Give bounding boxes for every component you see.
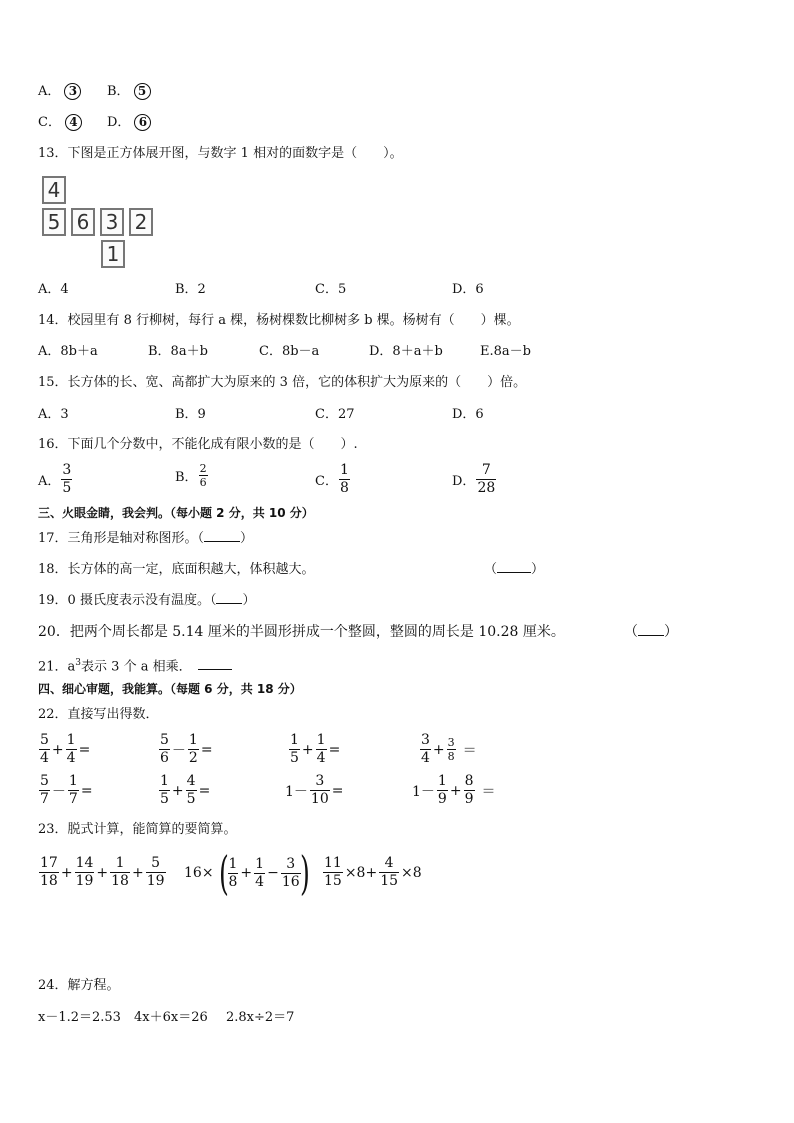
option-label: C． bbox=[38, 115, 61, 130]
q15-option-c: C．27 bbox=[315, 407, 355, 422]
paren-close: ） bbox=[664, 624, 678, 640]
fraction bbox=[228, 856, 239, 891]
numerator: 1 bbox=[228, 855, 238, 872]
net-face: 5 bbox=[42, 208, 66, 236]
option-label: B． bbox=[175, 470, 198, 485]
operator: + bbox=[449, 782, 462, 799]
denominator: 10 bbox=[310, 791, 329, 807]
q19-question bbox=[38, 593, 255, 609]
denominator: 5 bbox=[186, 791, 196, 807]
numerator: 1 bbox=[160, 773, 169, 789]
answer-blank[interactable] bbox=[216, 603, 242, 604]
operator: + bbox=[171, 782, 184, 799]
fraction bbox=[186, 773, 197, 808]
q21-text: 21．a bbox=[38, 659, 76, 675]
option-label: D． bbox=[452, 474, 476, 489]
q22-item-7 bbox=[284, 773, 344, 808]
left-paren: ( bbox=[218, 846, 229, 900]
fraction bbox=[310, 773, 330, 808]
denominator: 4 bbox=[316, 750, 326, 766]
fraction bbox=[420, 732, 431, 767]
q23-expression-3 bbox=[322, 855, 423, 890]
operator: ×8 bbox=[401, 864, 422, 881]
q15-option-b: B．9 bbox=[175, 407, 206, 422]
denominator: 7 bbox=[40, 791, 49, 807]
option-label: A． bbox=[38, 84, 61, 99]
equals-sign: ＝ bbox=[481, 783, 496, 800]
q17-text: 17．三角形是轴对称图形。（ bbox=[38, 531, 205, 546]
equals-sign: ＝ bbox=[462, 742, 477, 759]
denominator: 15 bbox=[380, 873, 399, 889]
q16-option-d bbox=[452, 462, 497, 497]
fraction bbox=[476, 462, 496, 497]
fraction bbox=[447, 736, 456, 763]
denominator: 6 bbox=[199, 476, 207, 489]
circled-number: 4 bbox=[65, 114, 82, 131]
option-label: A． bbox=[38, 474, 61, 489]
denominator: 4 bbox=[66, 750, 76, 766]
fraction bbox=[110, 855, 130, 890]
numerator: 5 bbox=[160, 732, 169, 748]
minuend: 1－ bbox=[412, 783, 435, 800]
fraction bbox=[316, 732, 327, 767]
denominator: 19 bbox=[75, 873, 94, 889]
fraction bbox=[39, 732, 50, 767]
q15-question: 15．长方体的长、宽、高都扩大为原来的 3 倍，它的体积扩大为原来的（ ）倍。 bbox=[38, 375, 527, 390]
q18-answer bbox=[484, 562, 544, 578]
fraction bbox=[437, 773, 448, 808]
q23-question: 23．脱式计算，能简算的要简算。 bbox=[38, 822, 237, 837]
numerator: 7 bbox=[481, 462, 491, 478]
denominator: 4 bbox=[255, 873, 265, 890]
numerator: 3 bbox=[315, 773, 325, 789]
denominator: 4 bbox=[40, 750, 49, 766]
numerator: 4 bbox=[384, 855, 394, 871]
q22-item-6 bbox=[158, 773, 211, 808]
fraction bbox=[188, 732, 199, 767]
q13-question: 13．下图是正方体展开图，与数字 1 相对的面数字是（ ）。 bbox=[38, 146, 403, 161]
denominator: 18 bbox=[111, 873, 129, 889]
paren-open: （ bbox=[624, 624, 638, 640]
cube-net-figure bbox=[40, 176, 160, 272]
fraction bbox=[159, 773, 170, 808]
q22-item-1 bbox=[38, 732, 91, 767]
q14-question: 14．校园里有 8 行柳树，每行 a 棵，杨树棵数比柳树多 b 棵。杨树有（ ）棵。 bbox=[38, 313, 520, 328]
paren-close: ） bbox=[240, 531, 254, 546]
q12-option-c bbox=[38, 114, 82, 131]
fraction bbox=[254, 856, 265, 891]
fraction bbox=[61, 462, 72, 497]
circled-number: 3 bbox=[64, 83, 81, 100]
q24-equation-2: 4x＋6x＝26 bbox=[134, 1010, 208, 1025]
numerator: 5 bbox=[40, 732, 49, 748]
numerator: 3 bbox=[62, 462, 72, 478]
net-face: 1 bbox=[101, 240, 125, 268]
option-label: D． bbox=[107, 115, 131, 130]
section-heading-4: 四、细心审题，我能算。（每题 6 分，共 18 分） bbox=[38, 682, 302, 696]
operator: + bbox=[96, 864, 109, 881]
numerator: 4 bbox=[186, 773, 196, 789]
q24-equation-1: x－1.2＝2.53 bbox=[38, 1010, 121, 1025]
paren-close: ） bbox=[531, 562, 545, 577]
operator: + bbox=[432, 741, 445, 758]
numerator: 1 bbox=[66, 732, 76, 748]
denominator: 18 bbox=[40, 873, 58, 889]
q16-question: 16．下面几个分数中，不能化成有限小数的是（ ）. bbox=[38, 437, 358, 452]
paren-close: ） bbox=[242, 593, 256, 608]
q13-option-c: C．5 bbox=[315, 282, 347, 297]
q23-expression-1 bbox=[38, 855, 167, 890]
q20-question: 20．把两个周长都是 5.14 厘米的半圆形拼成一个整圆，整圆的周长是 10.28 厘米。 bbox=[38, 624, 565, 640]
section-heading-3: 三、火眼金睛，我会判。（每小题 2 分，共 10 分） bbox=[38, 506, 314, 520]
numerator: 5 bbox=[151, 855, 161, 871]
q12-option-d bbox=[107, 114, 151, 131]
answer-blank[interactable] bbox=[497, 572, 531, 573]
q22-item-2 bbox=[158, 732, 214, 767]
q22-item-8 bbox=[411, 773, 497, 808]
operator: + bbox=[60, 864, 73, 881]
fraction bbox=[146, 855, 166, 890]
denominator: 4 bbox=[421, 750, 430, 766]
q22-item-4 bbox=[419, 732, 478, 767]
q12-option-b bbox=[107, 83, 151, 100]
q17-question bbox=[38, 531, 253, 547]
q14-option-a: A．8b＋a bbox=[38, 344, 98, 359]
fraction bbox=[39, 855, 59, 890]
answer-blank[interactable] bbox=[638, 635, 664, 636]
q21-question bbox=[38, 655, 232, 675]
numerator: 3 bbox=[286, 855, 296, 872]
numerator: 1 bbox=[115, 855, 125, 871]
net-face: 4 bbox=[42, 176, 66, 204]
q14-option-b: B．8a＋b bbox=[148, 344, 208, 359]
fraction bbox=[159, 732, 170, 767]
exponent: 3 bbox=[75, 658, 82, 668]
fraction bbox=[39, 773, 50, 808]
q19-text: 19．0 摄氏度表示没有温度。（ bbox=[38, 593, 217, 608]
q20-answer bbox=[624, 624, 678, 640]
net-face: 6 bbox=[71, 208, 95, 236]
net-face: 3 bbox=[100, 208, 124, 236]
denominator: 28 bbox=[477, 480, 496, 496]
operator: + bbox=[51, 741, 64, 758]
equals-sign: = bbox=[80, 782, 93, 799]
denominator: 8 bbox=[339, 480, 349, 496]
option-label: C． bbox=[315, 474, 338, 489]
fraction bbox=[464, 773, 475, 808]
denominator: 19 bbox=[146, 873, 165, 889]
fraction bbox=[289, 732, 300, 767]
fraction bbox=[68, 773, 79, 808]
numerator: 8 bbox=[464, 773, 474, 789]
q24-equation-3: 2.8x÷2＝7 bbox=[226, 1010, 295, 1025]
fraction bbox=[75, 855, 95, 890]
q21-text: 表示 3 个 a 相乘． bbox=[81, 659, 192, 675]
q24-question: 24．解方程。 bbox=[38, 978, 120, 993]
net-face: 2 bbox=[129, 208, 153, 236]
q22-question: 22．直接写出得数． bbox=[38, 707, 159, 722]
circled-number: 6 bbox=[134, 114, 151, 131]
denominator: 5 bbox=[62, 480, 72, 496]
fraction bbox=[66, 732, 77, 767]
q15-option-d: D．6 bbox=[452, 407, 484, 422]
denominator: 15 bbox=[324, 873, 342, 889]
operator: + bbox=[240, 865, 253, 881]
denominator: 9 bbox=[464, 791, 474, 807]
q13-option-b: B．2 bbox=[175, 282, 206, 297]
q12-option-a bbox=[38, 83, 81, 100]
denominator: 8 bbox=[447, 750, 455, 763]
q16-option-c bbox=[315, 462, 351, 497]
numerator: 1 bbox=[316, 732, 326, 748]
numerator: 1 bbox=[188, 732, 198, 748]
q22-item-3 bbox=[288, 732, 341, 767]
q22-item-5 bbox=[38, 773, 94, 808]
numerator: 1 bbox=[68, 773, 78, 789]
denominator: 5 bbox=[160, 791, 169, 807]
operator: － bbox=[171, 742, 186, 759]
q14-option-d: D．8＋a＋b bbox=[369, 344, 443, 359]
q13-option-d: D．6 bbox=[452, 282, 484, 297]
numerator: 11 bbox=[324, 855, 342, 871]
operator: + bbox=[131, 864, 144, 881]
numerator: 3 bbox=[447, 736, 455, 749]
q23-expression-2 bbox=[183, 846, 314, 900]
denominator: 6 bbox=[160, 750, 169, 766]
q16-option-b bbox=[175, 462, 209, 489]
denominator: 8 bbox=[228, 873, 238, 890]
numerator: 14 bbox=[75, 855, 94, 871]
equals-sign: = bbox=[200, 741, 213, 758]
paren-open: （ bbox=[484, 562, 498, 577]
denominator: 5 bbox=[290, 750, 299, 766]
denominator: 9 bbox=[437, 791, 447, 807]
coefficient: 16× bbox=[184, 865, 214, 881]
equals-sign: = bbox=[198, 782, 211, 799]
minuend: 1－ bbox=[285, 783, 308, 800]
operator: ×8+ bbox=[344, 864, 378, 881]
fraction bbox=[199, 462, 208, 489]
fraction bbox=[339, 462, 350, 497]
q13-option-a: A．4 bbox=[38, 282, 69, 297]
equals-sign: = bbox=[78, 741, 91, 758]
fraction bbox=[323, 855, 343, 890]
answer-blank[interactable] bbox=[198, 669, 232, 670]
q18-question: 18．长方体的高一定，底面积越大，体积越大。 bbox=[38, 562, 315, 577]
numerator: 17 bbox=[40, 855, 58, 871]
fraction bbox=[281, 856, 301, 891]
numerator: 5 bbox=[40, 773, 49, 789]
operator: + bbox=[301, 741, 314, 758]
denominator: 7 bbox=[68, 791, 78, 807]
equals-sign: = bbox=[328, 741, 341, 758]
q16-option-a bbox=[38, 462, 73, 497]
denominator: 2 bbox=[188, 750, 198, 766]
numerator: 1 bbox=[339, 462, 349, 478]
numerator: 1 bbox=[255, 855, 265, 872]
q15-option-a: A．3 bbox=[38, 407, 69, 422]
equals-sign: = bbox=[331, 782, 344, 799]
q14-option-e: E.8a－b bbox=[480, 344, 531, 359]
operator: － bbox=[51, 783, 66, 800]
denominator: 16 bbox=[281, 873, 300, 890]
numerator: 1 bbox=[437, 773, 447, 789]
circled-number: 5 bbox=[134, 83, 151, 100]
fraction bbox=[379, 855, 399, 890]
operator: − bbox=[267, 865, 279, 881]
numerator: 2 bbox=[199, 462, 207, 475]
q14-option-c: C．8b－a bbox=[259, 344, 320, 359]
right-paren: ) bbox=[299, 846, 310, 900]
numerator: 1 bbox=[290, 732, 299, 748]
numerator: 3 bbox=[421, 732, 430, 748]
answer-blank[interactable] bbox=[204, 541, 240, 542]
option-label: B． bbox=[107, 84, 130, 99]
